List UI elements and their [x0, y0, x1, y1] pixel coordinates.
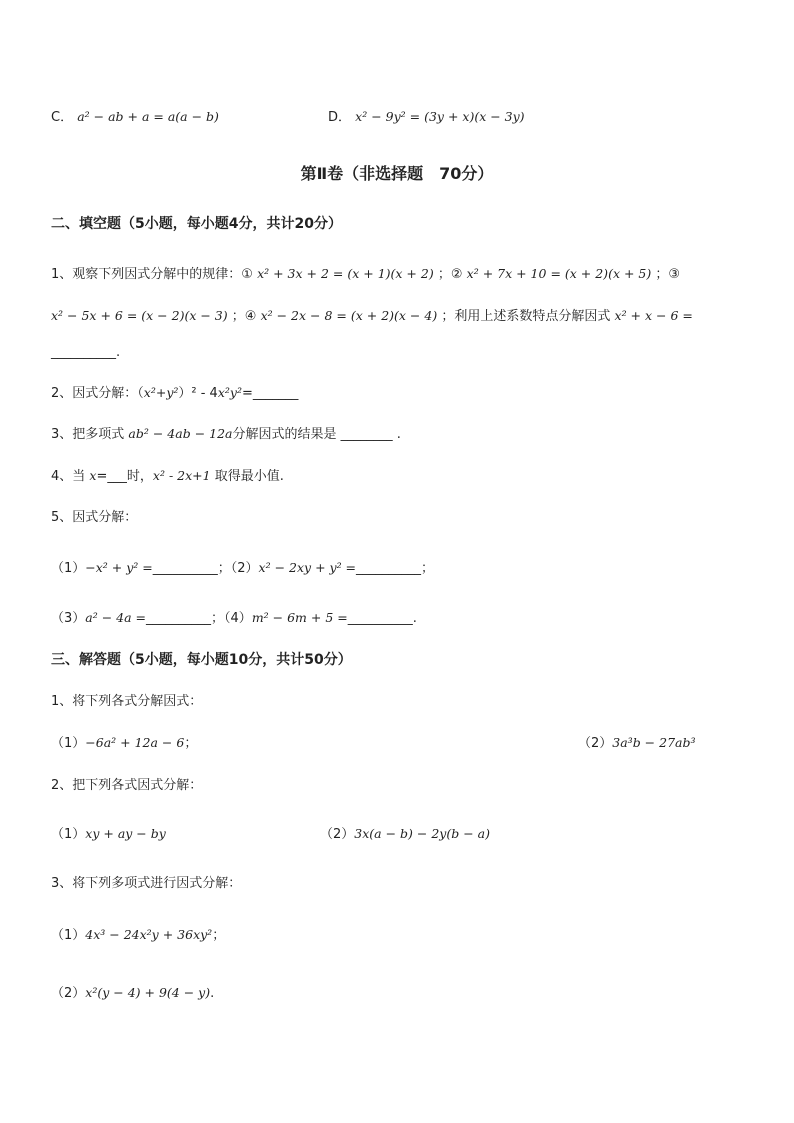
fill-q4-text2: 时，: [126, 469, 153, 484]
solve-q2-p2-expr: 3x(a − b) − 2y(b − a): [354, 826, 490, 841]
fill-q1-sep4: ；④: [231, 309, 257, 324]
solve-q2-part2: [320, 824, 490, 845]
fill-q5-p1-expr: −x² + y² =: [85, 560, 153, 575]
fill-q5-p3-expr: a² − 4a =: [85, 610, 147, 625]
fill-q3-text: 3、把多项式: [51, 427, 125, 442]
fill-q5-p4-blank: __________: [347, 611, 413, 626]
solve-q1-text: 1、将下列各式分解因式：: [51, 694, 203, 709]
fill-q3-blank: ________ .: [340, 427, 401, 442]
solve-q1-p2-expr: 3a³b − 27ab³: [612, 735, 696, 750]
solve-q3-part2: [51, 983, 214, 1004]
fill-q5-sep1: ；（2）: [217, 561, 259, 576]
fill-q1-line1: [51, 264, 680, 285]
fill-q5-row2: [51, 608, 417, 629]
solve-q2-part1: [51, 824, 166, 845]
fill-q1-formula4: x² − 2x − 8 = (x + 2)(x − 4): [260, 308, 438, 323]
solve-q3-p2-end: .: [210, 986, 215, 1001]
fill-q3-text2: 分解因式的结果是: [232, 427, 337, 442]
solve-q3-part1: [51, 925, 225, 946]
fill-q4-text3: 取得最小值.: [214, 469, 284, 484]
fill-q3: [51, 424, 401, 445]
solve-q2-text: 2、把下列各式因式分解：: [51, 778, 203, 793]
option-d-expression: x² − 9y² = (3y + x)(x − 3y): [355, 109, 525, 124]
fill-q4-text: 4、当: [51, 469, 86, 484]
fill-q2-expr2: x²y²: [217, 385, 242, 400]
fill-q2: [51, 383, 298, 404]
solve-q3-p1-expr: 4x³ − 24x²y + 36xy²: [85, 927, 213, 942]
fill-q1-line2: [51, 306, 693, 327]
solve-q1-part2: [578, 733, 696, 754]
option-c-expression: a² − ab + a = a(a − b): [77, 109, 219, 124]
option-d: [328, 107, 525, 128]
solve-q3-p2-expr: x²(y − 4) + 9(4 − y): [85, 985, 211, 1000]
fill-q5-sep2: ；（4）: [211, 611, 252, 626]
solve-q1-p2-label: （2）: [578, 736, 613, 751]
fill-q1-formula3: x² − 5x + 6 = (x − 2)(x − 3): [51, 308, 228, 323]
fill-q5-p1-label: （1）: [51, 561, 86, 576]
option-d-label: D．: [328, 110, 352, 125]
solve-q1-p1-end: ；: [184, 736, 198, 751]
fill-q2-blank: =_______: [241, 386, 299, 401]
fill-q1-formula2: x² + 7x + 10 = (x + 2)(x + 5): [466, 266, 652, 281]
solve-q1-p1-expr: −6a² + 12a − 6: [85, 735, 185, 750]
part2-title: 第Ⅱ卷（非选择题 70分）: [300, 164, 494, 183]
option-c: [51, 107, 219, 128]
solve-q3-p2-label: （2）: [51, 986, 86, 1001]
fill-q1-text: 1、观察下列因式分解中的规律：①: [51, 267, 253, 282]
fill-q5-end1: ；: [421, 561, 435, 576]
fill-q4-blank: =___: [96, 469, 127, 484]
fill-q2-expr: x²+y²: [143, 385, 179, 400]
fill-q4-expr: x² - 2x+1: [152, 468, 211, 483]
fill-q5-text: 5、因式分解：: [51, 510, 138, 525]
fill-section-heading: 二、填空题（5小题，每小题4分，共计20分）: [51, 216, 342, 232]
fill-q5-p2-blank: __________: [356, 561, 422, 576]
fill-q5-p3-blank: __________: [146, 611, 212, 626]
fill-q1-formula1: x² + 3x + 2 = (x + 1)(x + 2): [257, 266, 434, 281]
fill-q5-p3-label: （3）: [51, 611, 86, 626]
fill-q2-text: 2、因式分解：（: [51, 386, 144, 401]
fill-q1-target: x² + x − 6 =: [614, 308, 693, 323]
solve-q1-part1: [51, 733, 197, 754]
solve-section-heading: 三、解答题（5小题，每小题10分，共计50分）: [51, 652, 352, 668]
solve-q2-p1-label: （1）: [51, 827, 86, 842]
fill-q1-blank: __________.: [51, 345, 121, 360]
fill-q5-end2: .: [412, 611, 417, 626]
fill-q5-row1: [51, 558, 434, 579]
solve-q3-p1-label: （1）: [51, 928, 86, 943]
solve-q1-p1-label: （1）: [51, 736, 86, 751]
solve-q3-p1-end: ；: [212, 928, 226, 943]
solve-q2-p1-expr: xy + ay − by: [85, 826, 166, 841]
fill-q5-p2-expr: x² − 2xy + y² =: [258, 560, 357, 575]
solve-q3-text: 3、将下列多项式进行因式分解：: [51, 876, 242, 891]
fill-q1-sep2: ；②: [437, 267, 463, 282]
solve-q2-p2-label: （2）: [320, 827, 355, 842]
fill-q4-var: x: [89, 468, 97, 483]
option-c-label: C．: [51, 110, 74, 125]
fill-q1-sep3: ；③: [655, 267, 681, 282]
fill-q3-expr: ab² − 4ab − 12a: [128, 426, 233, 441]
fill-q1-instruction: ；利用上述系数特点分解因式: [441, 309, 611, 324]
fill-q4: [51, 466, 284, 487]
fill-q2-text2: ）² - 4: [178, 386, 218, 401]
fill-q5-p1-blank: __________: [152, 561, 218, 576]
fill-q5-p4-expr: m² − 6m + 5 =: [251, 610, 348, 625]
